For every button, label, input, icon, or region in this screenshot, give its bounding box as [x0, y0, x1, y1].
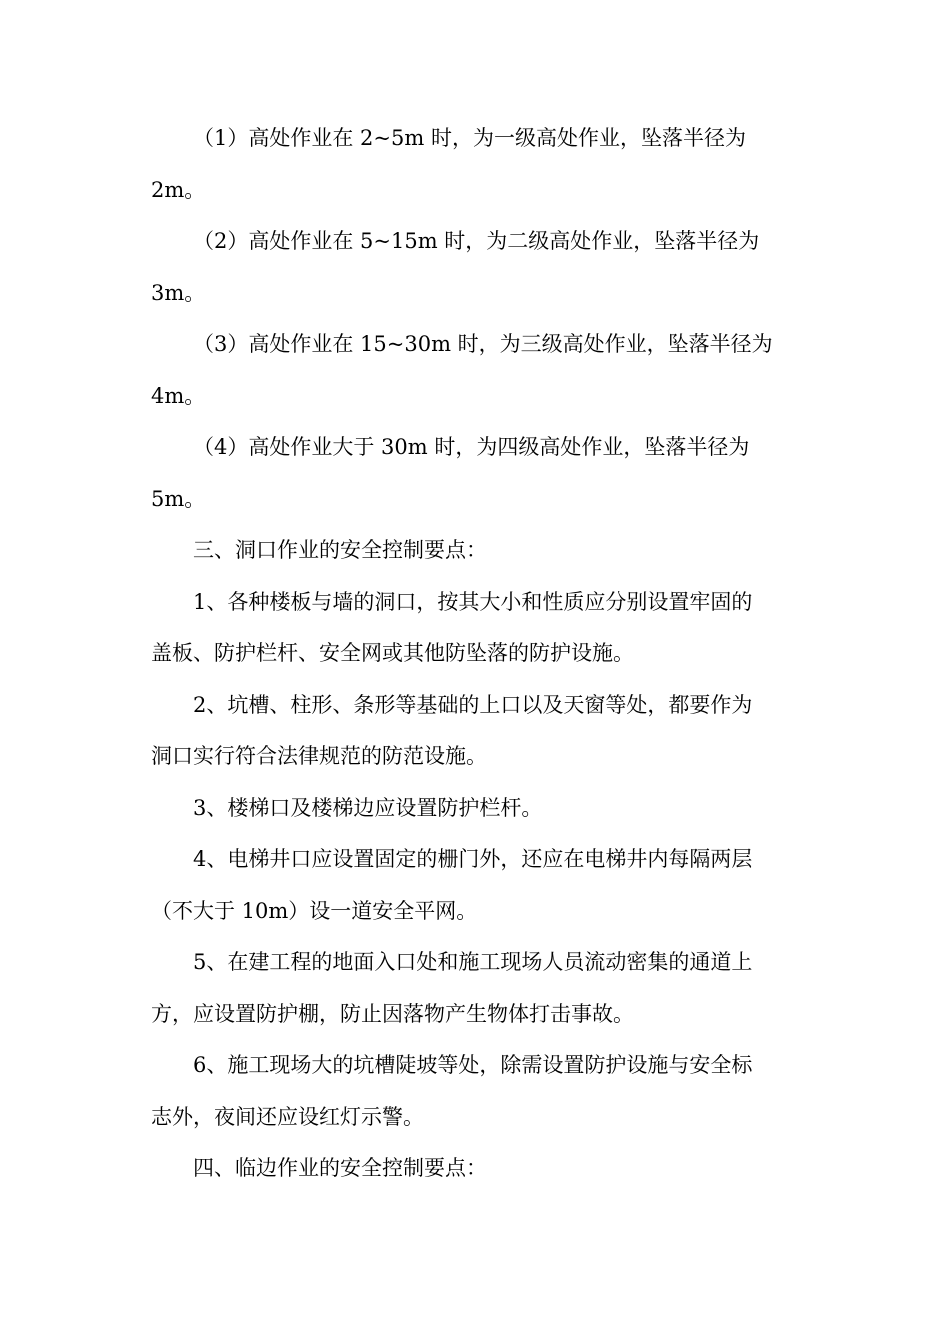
section-heading: 三、洞口作业的安全控制要点： [193, 538, 487, 562]
text-line: 3m。 [151, 280, 206, 305]
text-line: 2、坑槽、柱形、条形等基础的上口以及天窗等处，都要作为 [193, 692, 753, 717]
document-body [151, 118, 801, 1200]
text-line: 1、各种楼板与墙的洞口，按其大小和性质应分别设置牢固的 [193, 589, 753, 614]
text-line: 洞口实行符合法律规范的防范设施。 [151, 744, 487, 768]
text-line: （1）高处作业在 2~5m 时，为一级高处作业，坠落半径为 [193, 126, 746, 150]
section-heading: 四、临边作业的安全控制要点： [193, 1156, 487, 1180]
text-line: 6、施工现场大的坑槽陡坡等处，除需设置防护设施与安全标 [193, 1053, 753, 1077]
text-line: （3）高处作业在 15~30m 时，为三级高处作业，坠落半径为 [193, 332, 773, 356]
text-line: 5、在建工程的地面入口处和施工现场人员流动密集的通道上 [193, 950, 753, 974]
text-line: （4）高处作业大于 30m 时，为四级高处作业，坠落半径为 [193, 435, 750, 459]
text-line: （2）高处作业在 5~15m 时，为二级高处作业，坠落半径为 [193, 229, 760, 253]
text-line: 4m。 [151, 383, 206, 408]
text-line: 盖板、防护栏杆、安全网或其他防坠落的防护设施。 [151, 641, 634, 665]
text-line: 4、电梯井口应设置固定的栅门外，还应在电梯井内每隔两层 [193, 847, 753, 871]
text-line: （不大于 10m）设一道安全平网。 [151, 898, 478, 923]
text-line: 3、楼梯口及楼梯边应设置防护栏杆。 [193, 795, 543, 820]
text-line: 5m。 [151, 486, 206, 511]
text-line: 志外，夜间还应设红灯示警。 [151, 1104, 424, 1129]
text-line: 2m。 [151, 177, 206, 202]
text-line: 方，应设置防护棚，防止因落物产生物体打击事故。 [151, 1001, 634, 1026]
